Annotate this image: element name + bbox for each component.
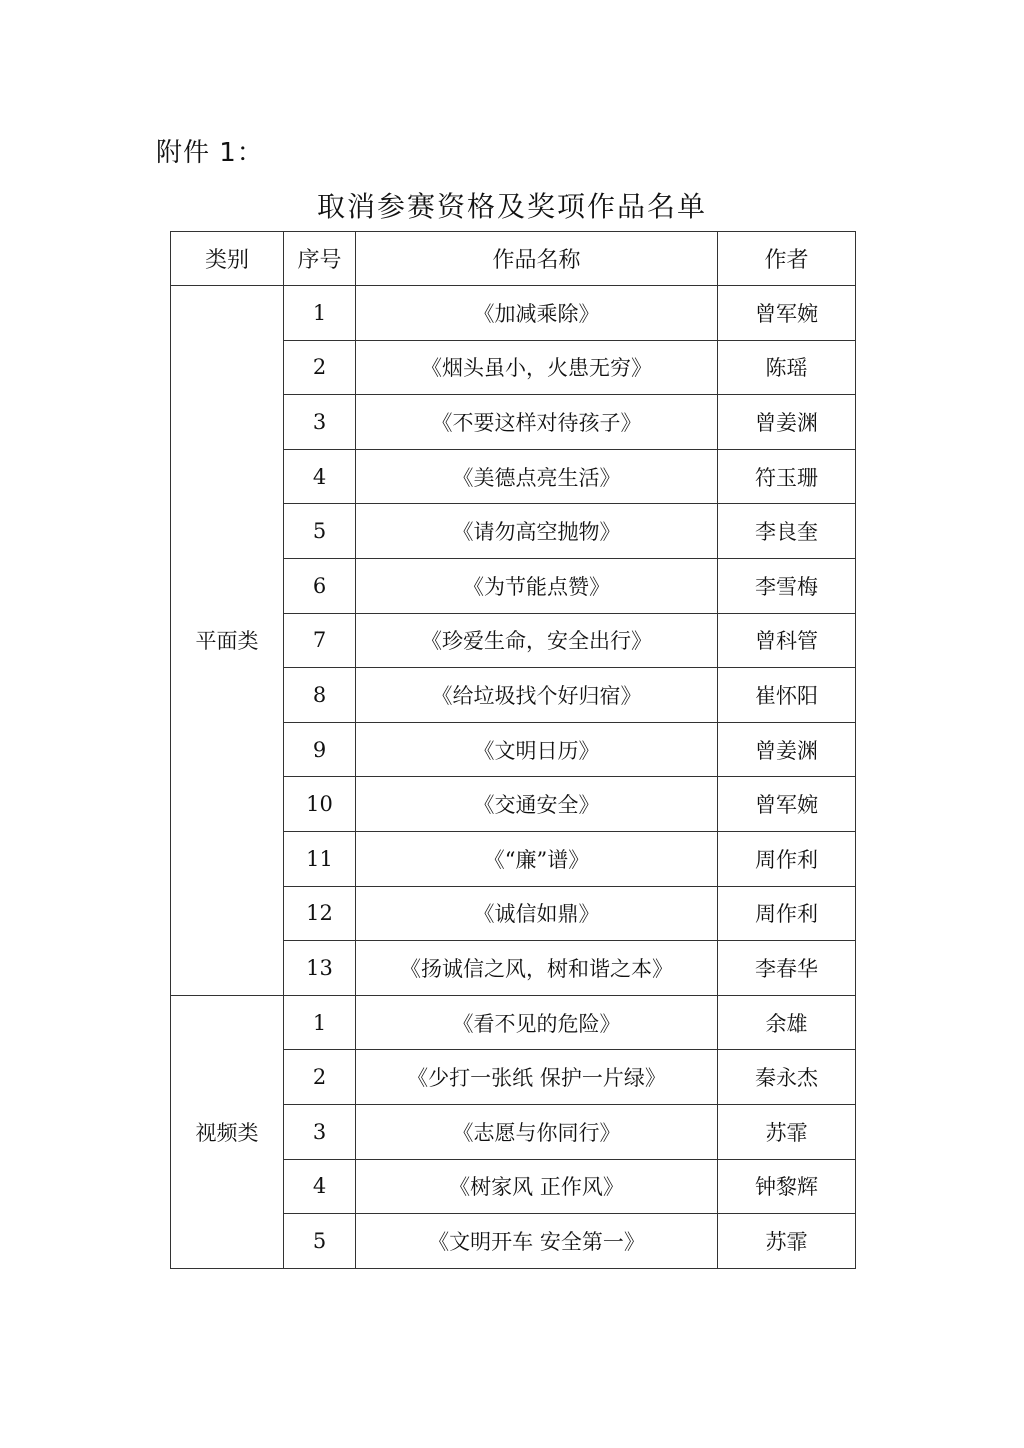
table-row bbox=[171, 995, 856, 1050]
row-number: 5 bbox=[284, 504, 356, 559]
disqualified-works-table bbox=[170, 231, 856, 1269]
table-row bbox=[171, 286, 856, 341]
header-category: 类别 bbox=[171, 232, 284, 286]
work-title: 《志愿与你同行》 bbox=[356, 1104, 718, 1159]
work-title: 《不要这样对待孩子》 bbox=[356, 395, 718, 450]
work-title: 《“廉”谱》 bbox=[356, 831, 718, 886]
work-title: 《美德点亮生活》 bbox=[356, 449, 718, 504]
row-number: 2 bbox=[284, 340, 356, 395]
category-cell-video: 视频类 bbox=[171, 995, 284, 1268]
author-name: 李春华 bbox=[718, 941, 856, 996]
row-number: 2 bbox=[284, 1050, 356, 1105]
work-title: 《加减乘除》 bbox=[356, 286, 718, 341]
author-name: 苏霏 bbox=[718, 1214, 856, 1269]
work-title: 《看不见的危险》 bbox=[356, 995, 718, 1050]
row-number: 7 bbox=[284, 613, 356, 668]
author-name: 曾科管 bbox=[718, 613, 856, 668]
work-title: 《诚信如鼎》 bbox=[356, 886, 718, 941]
row-number: 1 bbox=[284, 286, 356, 341]
row-number: 3 bbox=[284, 395, 356, 450]
document-title: 取消参赛资格及奖项作品名单 bbox=[316, 190, 707, 223]
row-number: 6 bbox=[284, 558, 356, 613]
row-number: 10 bbox=[284, 777, 356, 832]
row-number: 12 bbox=[284, 886, 356, 941]
author-name: 李良奎 bbox=[718, 504, 856, 559]
work-title: 《少打一张纸 保护一片绿》 bbox=[356, 1050, 718, 1105]
header-work-title: 作品名称 bbox=[356, 232, 718, 286]
work-title: 《扬诚信之风，树和谐之本》 bbox=[356, 941, 718, 996]
row-number: 4 bbox=[284, 449, 356, 504]
row-number: 8 bbox=[284, 668, 356, 723]
work-title: 《给垃圾找个好归宿》 bbox=[356, 668, 718, 723]
category-cell-graphic: 平面类 bbox=[171, 286, 284, 996]
row-number: 9 bbox=[284, 722, 356, 777]
author-name: 崔怀阳 bbox=[718, 668, 856, 723]
author-name: 苏霏 bbox=[718, 1104, 856, 1159]
row-number: 1 bbox=[284, 995, 356, 1050]
author-name: 曾姜渊 bbox=[718, 395, 856, 450]
row-number: 5 bbox=[284, 1214, 356, 1269]
author-name: 周作利 bbox=[718, 831, 856, 886]
work-title: 《烟头虽小，火患无穷》 bbox=[356, 340, 718, 395]
author-name: 符玉珊 bbox=[718, 449, 856, 504]
work-title: 《为节能点赞》 bbox=[356, 558, 718, 613]
author-name: 钟黎辉 bbox=[718, 1159, 856, 1214]
author-name: 曾军婉 bbox=[718, 286, 856, 341]
header-number: 序号 bbox=[284, 232, 356, 286]
header-author: 作者 bbox=[718, 232, 856, 286]
work-title: 《请勿高空抛物》 bbox=[356, 504, 718, 559]
work-title: 《树家风 正作风》 bbox=[356, 1159, 718, 1214]
author-name: 秦永杰 bbox=[718, 1050, 856, 1105]
work-title: 《珍爱生命，安全出行》 bbox=[356, 613, 718, 668]
author-name: 曾军婉 bbox=[718, 777, 856, 832]
work-title: 《文明日历》 bbox=[356, 722, 718, 777]
row-number: 11 bbox=[284, 831, 356, 886]
work-title: 《文明开车 安全第一》 bbox=[356, 1214, 718, 1269]
row-number: 3 bbox=[284, 1104, 356, 1159]
author-name: 曾姜渊 bbox=[718, 722, 856, 777]
row-number: 13 bbox=[284, 941, 356, 996]
author-name: 余雄 bbox=[718, 995, 856, 1050]
work-title: 《交通安全》 bbox=[356, 777, 718, 832]
author-name: 李雪梅 bbox=[718, 558, 856, 613]
row-number: 4 bbox=[284, 1159, 356, 1214]
attachment-label: 附件 1： bbox=[156, 138, 264, 168]
table-header-row bbox=[171, 232, 856, 286]
author-name: 周作利 bbox=[718, 886, 856, 941]
author-name: 陈瑶 bbox=[718, 340, 856, 395]
